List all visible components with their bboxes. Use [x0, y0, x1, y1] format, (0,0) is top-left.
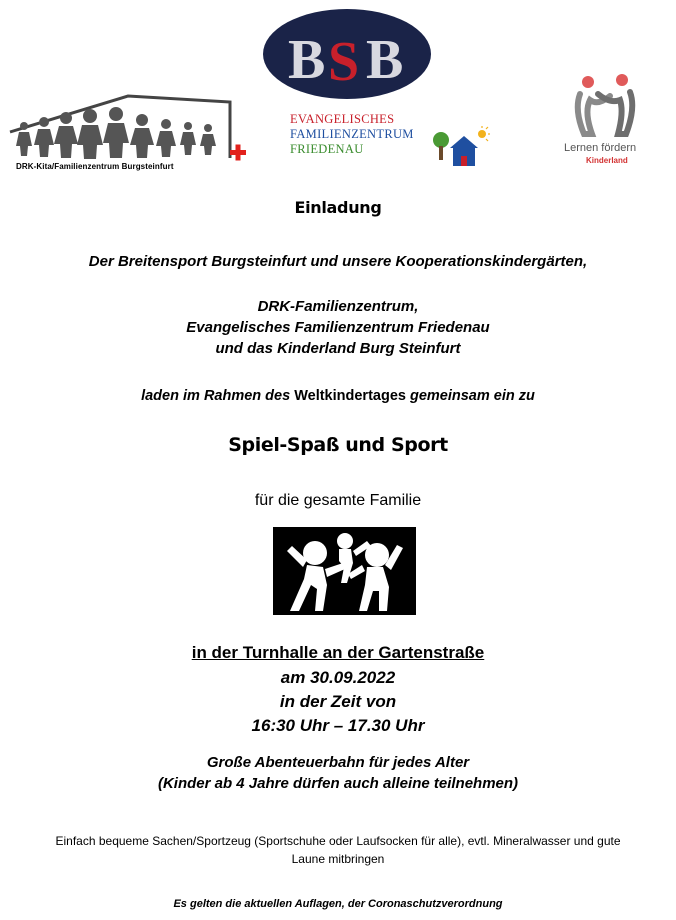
evang-logo-line: FRIEDENAU	[290, 142, 364, 156]
event-location: in der Turnhalle an der Gartenstraße	[191, 643, 485, 662]
event-headline: Spiel-Spaß und Sport	[228, 434, 448, 456]
invite-after: gemeinsam ein zu	[405, 388, 535, 404]
invite-emphasis: Weltkindertages	[294, 388, 406, 404]
partner-list	[0, 296, 676, 359]
drk-kita-logo	[8, 92, 246, 182]
activity-block	[0, 752, 676, 794]
bsb-letter-b2: B	[366, 29, 404, 91]
intro-text: Der Breitensport Burgsteinfurt und unsere Kooperationskindergärten,	[88, 253, 588, 270]
kinderland-logo	[560, 70, 660, 170]
kinderland-subtitle: Kinderland	[586, 156, 628, 165]
evang-logo-line: FAMILIENZENTRUM	[290, 127, 414, 141]
evang-logo-line: EVANGELISCHES	[290, 112, 395, 126]
partner-item: Evangelisches Familienzentrum Friedenau	[186, 319, 490, 336]
event-time-label: in der Zeit von	[279, 692, 397, 711]
children-chain-icon	[8, 92, 246, 167]
invitation-title: Einladung	[294, 198, 382, 217]
event-date-block	[0, 666, 676, 738]
drk-logo-caption: DRK-Kita/Familienzentrum Burgsteinfurt	[16, 162, 174, 171]
bsb-letter-b1: B	[288, 29, 326, 91]
event-time: 16:30 Uhr – 17.30 Uhr	[251, 716, 425, 735]
bsb-logo	[262, 8, 432, 100]
activity-note: (Kinder ab 4 Jahre dürfen auch alleine teilnehmen)	[157, 775, 519, 792]
dancing-people-icon	[273, 527, 416, 615]
two-people-icon	[560, 70, 660, 140]
activity-line: Große Abenteuerbahn für jedes Alter	[206, 754, 470, 771]
evang-familienzentrum-logo	[290, 112, 490, 172]
kinderland-title: Lernen fördern	[564, 142, 637, 154]
partner-item: DRK-Familienzentrum,	[257, 298, 419, 315]
event-date: am 30.09.2022	[280, 668, 396, 687]
invite-text	[0, 388, 676, 404]
audience-text: für die gesamte Familie	[254, 492, 422, 509]
invite-before: laden im Rahmen des	[141, 388, 295, 404]
bsb-letter-s: S	[328, 31, 360, 93]
partner-item: und das Kinderland Burg Steinfurt	[215, 340, 461, 357]
corona-notice: Es gelten die aktuellen Auflagen, der Coronaschutzverordnung	[173, 898, 503, 910]
house-tree-sun-icon	[430, 126, 490, 170]
bring-along-text: Einfach bequeme Sachen/Sportzeug (Sportschuhe oder Laufsocken für alle), evtl. Mineralwasser und gute Laune mitbringen	[55, 834, 621, 866]
